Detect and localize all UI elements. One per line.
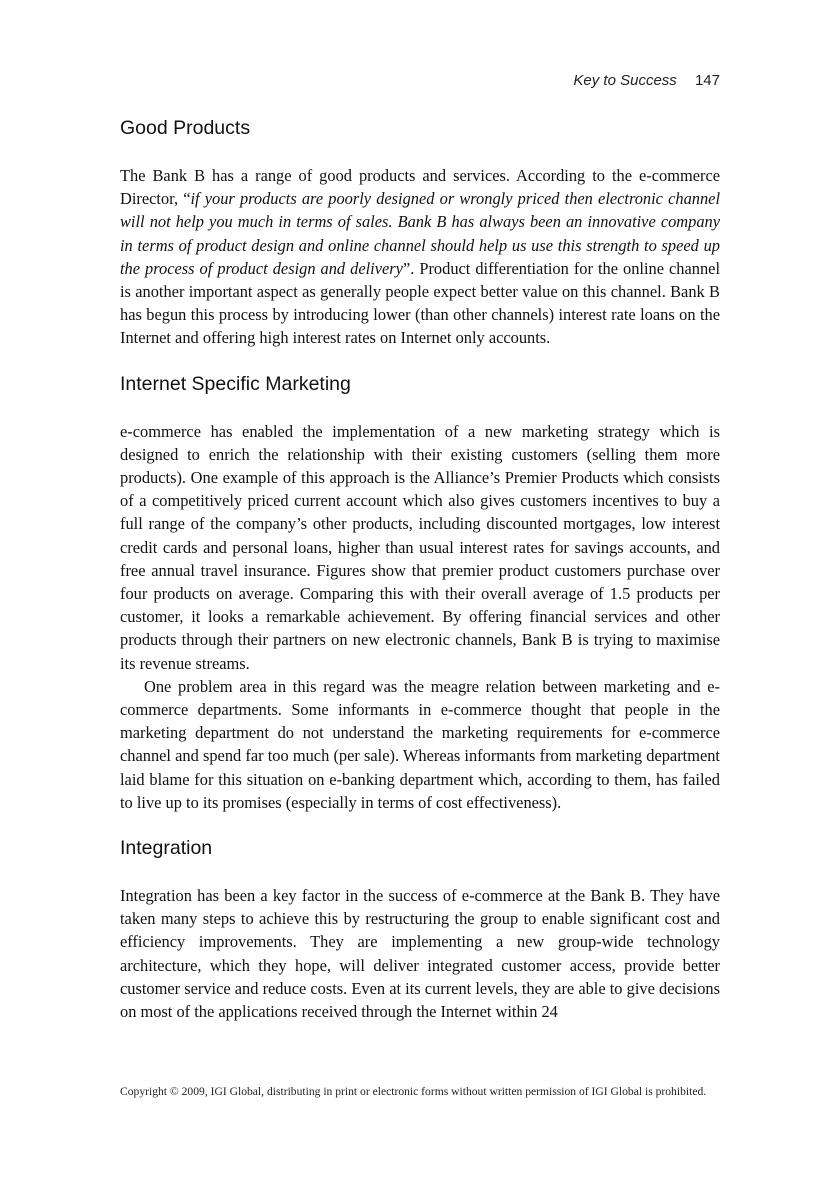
- body-paragraph: One problem area in this regard was the meagre relation between marketing and e-commerce departments. Some informants in e-commerce thought that people in the marketing department do not understand the marketing requirements for e-commerce channel and spend far too much (per sale). Whereas informants from marketing department laid blame for this situation on e-banking department which, according to them, has failed to live up to its promises (especially in terms of cost effectiveness).: [120, 676, 720, 812]
- section-good-products: [120, 114, 720, 350]
- paragraph-text: ”. Product differentiation for the online channel is another important aspect as generally people expect better value on this channel. Bank B has begun this process by introducing lower (than other channels) interest rate loans on the Internet and offering high interest rates on Internet only accounts.: [120, 258, 720, 348]
- section-heading: Good Products: [120, 117, 251, 139]
- section-heading: Integration: [120, 837, 213, 860]
- page-content: [120, 114, 720, 1023]
- quotation: if your products are poorly designed or wrongly priced then electronic channel will not help you much in terms of sales. Bank B has always been an innovative company in terms of product design and online channel should help us use this strength to speed up the process of product design and delivery: [120, 189, 721, 278]
- body-paragraph: e-commerce has enabled the implementation of a new marketing strategy which is designed to enrich the relationship with their existing customers (selling them more products). One example of this approach is the Alliance’s Premier Products which consists of a competitively priced current account which also gives customers incentives to buy a full range of the company’s other products, including discounted mortgages, low interest credit cards and personal loans, higher than usual interest rates for savings accounts, and free annual travel insurance. Figures show that premier product customers purchase over four products on average. Comparing this with their overall average of 1.5 products per customer, it looks a remarkable achievement. By offering financial services and other products through their partners on new electronic channels, Bank B is trying to maximise its revenue streams.: [120, 421, 720, 673]
- section-internet-specific-marketing: [120, 370, 720, 814]
- section-heading: Internet Specific Marketing: [120, 372, 351, 395]
- paragraph-text: The Bank B has a range of good products and services. According to the e-commerce Director, “: [120, 166, 720, 209]
- section-integration: [120, 834, 720, 1023]
- page-number: 147: [694, 72, 720, 89]
- running-head: [573, 72, 720, 89]
- copyright-footer: Copyright © 2009, IGI Global, distributing in print or electronic forms without written permission of IGI Global is prohibited.: [120, 1085, 707, 1098]
- body-paragraph: [120, 164, 720, 350]
- body-paragraph: Integration has been a key factor in the success of e-commerce at the Bank B. They have taken many steps to achieve this by restructuring the group to enable significant cost and efficiency improvements. They are implementing a new group-wide technology architecture, which they hope, will deliver integrated customer access, provide better customer service and reduce costs. Even at its current levels, they are able to give decisions on most of the applications received through the Internet within 24: [120, 886, 720, 1022]
- running-head-title: Key to Success: [573, 72, 677, 89]
